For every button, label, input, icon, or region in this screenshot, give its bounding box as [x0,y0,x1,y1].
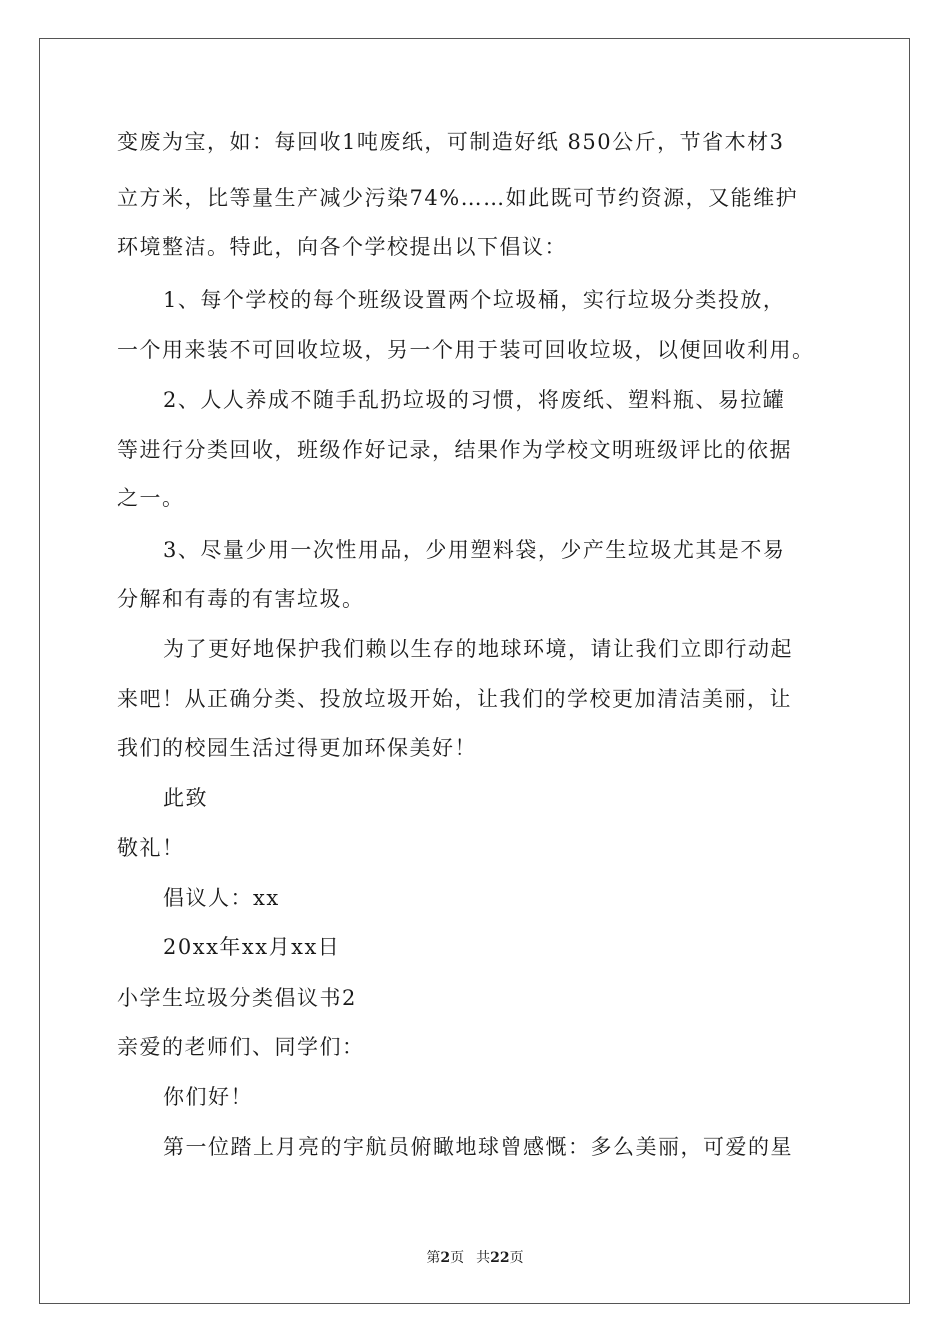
greeting-hello: 你们好！ [163,1085,253,1109]
paragraph-line: 分解和有毒的有害垃圾。 [117,587,365,611]
page-number-prefix: 第 [426,1250,441,1266]
total-pages-number: 22 [490,1250,510,1266]
closing-paragraph: 为了更好地保护我们赖以生存的地球环境，请让我们立即行动起 [163,637,793,661]
total-pages-prefix: 共 [476,1250,491,1266]
page-frame [39,38,910,1304]
paragraph-line: 我们的校园生活过得更加环保美好！ [117,736,477,760]
page-number-suffix: 页 [450,1250,465,1266]
signature-proposer: 倡议人：xx [163,886,280,910]
total-pages-suffix: 页 [509,1250,524,1266]
salutation-jingli: 敬礼！ [117,836,185,860]
paragraph-line: 变废为宝，如：每回收1吨废纸，可制造好纸 850公斤，节省木材3 [117,130,785,154]
paragraph-line: 之一。 [117,486,185,510]
paragraph-line: 第一位踏上月亮的宇航员俯瞰地球曾感慨：多么美丽，可爱的星 [163,1135,793,1159]
signature-date: 20xx年xx月xx日 [163,935,341,959]
section-title: 小学生垃圾分类倡议书2 [117,986,357,1010]
greeting-recipients: 亲爱的老师们、同学们： [117,1035,365,1059]
paragraph-line: 来吧！从正确分类、投放垃圾开始，让我们的学校更加清洁美丽，让 [117,687,792,711]
current-page-number: 2 [440,1250,451,1266]
proposal-item-1: 1、每个学校的每个班级设置两个垃圾桶，实行垃圾分类投放， [163,288,786,312]
proposal-item-3: 3、尽量少用一次性用品，少用塑料袋，少产生垃圾尤其是不易 [163,538,786,562]
paragraph-line: 立方米，比等量生产减少污染74%……如此既可节约资源，又能维护 [117,186,799,210]
page-footer [0,1247,950,1267]
paragraph-line: 环境整洁。特此，向各个学校提出以下倡议： [117,235,567,259]
paragraph-line: 等进行分类回收，班级作好记录，结果作为学校文明班级评比的依据 [117,438,792,462]
proposal-item-2: 2、人人养成不随手乱扔垃圾的习惯，将废纸、塑料瓶、易拉罐 [163,388,786,412]
paragraph-line: 一个用来装不可回收垃圾，另一个用于装可回收垃圾，以便回收利用。 [117,338,815,362]
salutation-cizhi: 此致 [163,786,208,810]
